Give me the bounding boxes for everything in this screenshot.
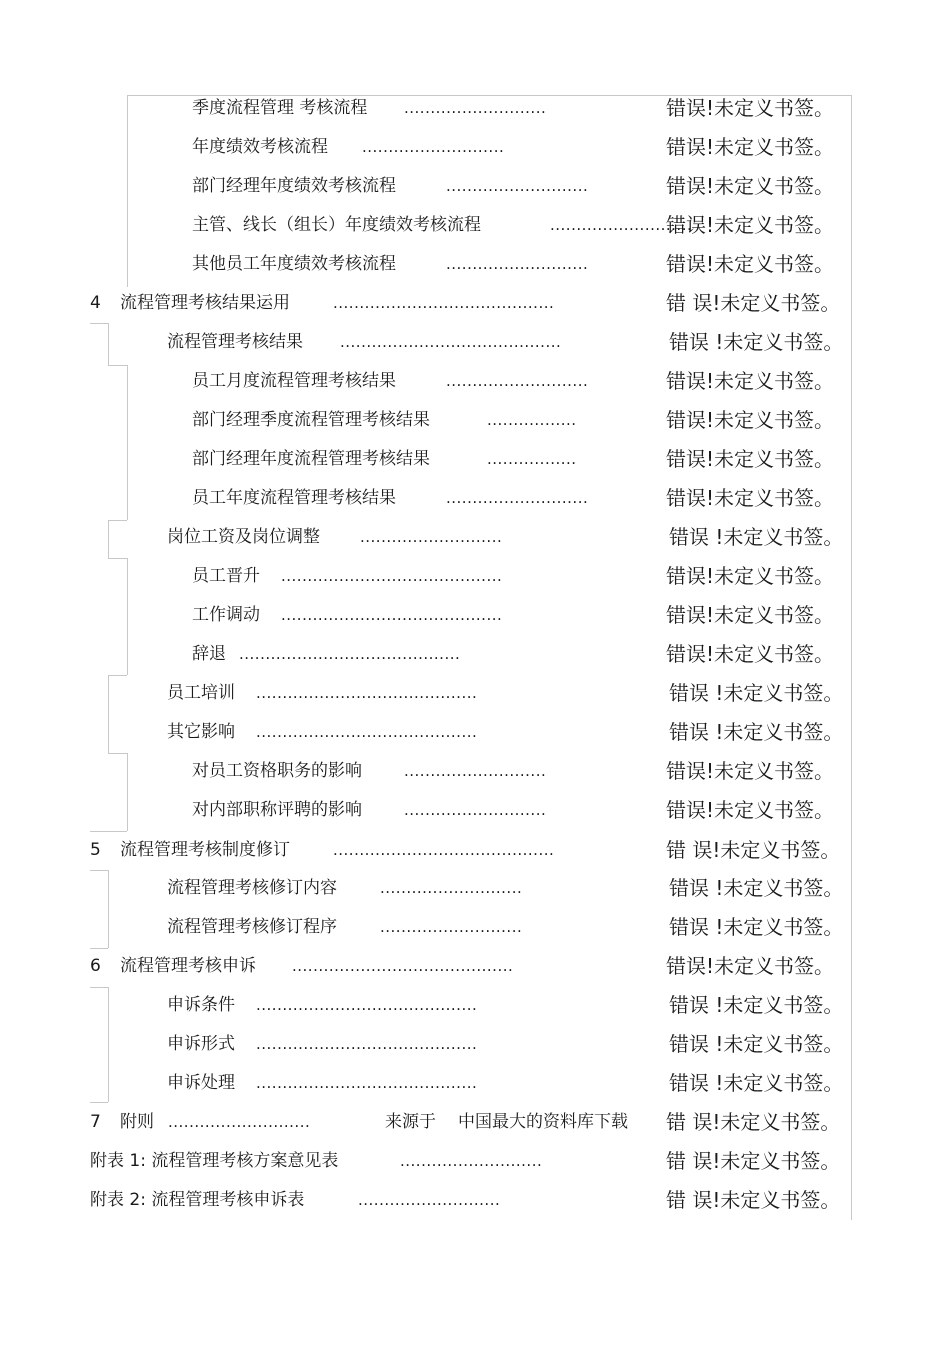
bracket-line [90,870,108,871]
toc-entry[interactable] [0,990,950,1020]
toc-entry-title: 附表 1: 流程管理考核方案意见表 [90,1151,339,1171]
toc-leader-dots: ........................... [380,879,523,897]
toc-page-ref: 错误 !未定义书签。 [669,876,844,900]
toc-leader-dots: ........................... [362,138,505,156]
toc-entry[interactable] [0,600,950,630]
toc-leader-dots: ................. [487,411,577,429]
toc-entry[interactable] [0,132,950,162]
toc-entry[interactable] [0,873,950,903]
toc-entry-title: 附则 [120,1112,154,1132]
toc-page-ref: 错误!未定义书签。 [666,408,835,432]
toc-leader-dots: ........................... [360,528,503,546]
toc-page-ref: 错误 !未定义书签。 [669,720,844,744]
toc-entry[interactable] [0,522,950,552]
toc-entry-title: 季度流程管理 考核流程 [192,98,368,118]
toc-leader-dots: ........................... [404,99,547,117]
toc-entry-title: 年度绩效考核流程 [192,137,328,157]
toc-page-ref: 错 误!未定义书签。 [666,838,841,862]
toc-entry[interactable] [0,405,950,435]
toc-entry-title: 辞退 [192,644,226,664]
toc-leader-dots: .......................................... [256,996,478,1014]
toc-entry-title: 岗位工资及岗位调整 [167,527,320,547]
toc-entry-title: 部门经理年度流程管理考核结果 [192,449,430,469]
toc-section-number: 6 [90,956,101,976]
toc-page-ref: 错 误!未定义书签。 [666,1110,841,1134]
toc-page-ref: 错误!未定义书签。 [666,135,835,159]
toc-entry[interactable] [0,1068,950,1098]
bracket-line [108,520,127,521]
toc-page-ref: 错误!未定义书签。 [666,798,835,822]
toc-leader-dots: ........................... [446,255,589,273]
watermark-source-text: 中国最大的资料库下载 [458,1112,628,1132]
toc-entry-title: 流程管理考核申诉 [120,956,256,976]
toc-page-ref: 错 误!未定义书签。 [666,1149,841,1173]
toc-page-ref: 错误!未定义书签。 [666,252,835,276]
toc-page-ref: 错误!未定义书签。 [666,954,835,978]
toc-entry[interactable] [0,756,950,786]
toc-entry-title: 对员工资格职务的影响 [192,761,362,781]
toc-entry[interactable] [0,561,950,591]
toc-entry-title: 流程管理考核制度修订 [120,840,290,860]
toc-entry-title: 其它影响 [167,722,235,742]
toc-page-ref: 错误 !未定义书签。 [669,915,844,939]
toc-leader-dots: .......................................... [333,294,555,312]
toc-entry[interactable] [0,717,950,747]
toc-page-ref: 错误!未定义书签。 [666,174,835,198]
toc-entry-title: 主管、线长（组长）年度绩效考核流程 [192,215,481,235]
toc-section-number: 4 [90,293,101,313]
toc-page-ref: 错误 !未定义书签。 [669,1032,844,1056]
toc-page-ref: 错误 !未定义书签。 [669,1071,844,1095]
toc-entry-title: 申诉形式 [167,1034,235,1054]
toc-entry-title: 申诉条件 [167,995,235,1015]
toc-entry-title: 员工年度流程管理考核结果 [192,488,396,508]
toc-page-ref: 错误!未定义书签。 [666,564,835,588]
toc-page-ref: 错误 !未定义书签。 [669,681,844,705]
toc-leader-dots: ........................... [404,762,547,780]
toc-entry-title: 流程管理考核修订内容 [167,878,337,898]
toc-entry[interactable] [0,327,950,357]
bracket-line [108,558,127,559]
toc-page-ref: 错误!未定义书签。 [666,603,835,627]
bracket-line [108,753,127,754]
toc-entry[interactable] [0,1029,950,1059]
toc-leader-dots: .......................................... [256,1074,478,1092]
bracket-line [90,831,127,832]
toc-leader-dots: .......................................... [333,841,555,859]
toc-entry[interactable] [0,444,950,474]
toc-entry[interactable] [0,639,950,669]
bracket-line [90,323,108,324]
toc-page-ref: 错 误!未定义书签。 [666,1188,841,1212]
toc-entry-title: 流程管理考核修订程序 [167,917,337,937]
toc-entry-title: 对内部职称评聘的影响 [192,800,362,820]
toc-page-ref: 错误!未定义书签。 [666,96,835,120]
toc-entry[interactable] [0,249,950,279]
toc-entry[interactable] [0,678,950,708]
toc-section-number: 5 [90,840,101,860]
toc-entry-title: 员工月度流程管理考核结果 [192,371,396,391]
toc-page-ref: 错误!未定义书签。 [666,486,835,510]
toc-entry-title: 其他员工年度绩效考核流程 [192,254,396,274]
toc-page-ref: 错误 !未定义书签。 [669,330,844,354]
toc-entry[interactable] [0,171,950,201]
toc-page-ref: 错误 !未定义书签。 [669,525,844,549]
toc-leader-dots: .......................................... [281,606,503,624]
toc-entry-title: 流程管理考核结果运用 [120,293,290,313]
bracket-line [108,675,127,676]
bracket-line [90,948,108,949]
toc-page-ref: 错误!未定义书签。 [666,213,835,237]
toc-entry[interactable] [0,366,950,396]
toc-page-ref: 错误!未定义书签。 [666,642,835,666]
toc-leader-dots: ........................... [446,489,589,507]
toc-leader-dots: ........................... [446,372,589,390]
toc-entry[interactable] [0,288,950,318]
toc-leader-dots: ........................... [400,1152,543,1170]
toc-leader-dots: .......................................... [281,567,503,585]
toc-leader-dots: .......................................... [239,645,461,663]
toc-entry[interactable] [0,912,950,942]
toc-entry[interactable] [0,795,950,825]
toc-entry-title: 工作调动 [192,605,260,625]
toc-leader-dots: ........................... [358,1191,501,1209]
toc-entry[interactable] [0,483,950,513]
toc-entry[interactable] [0,210,950,240]
toc-entry-title: 申诉处理 [167,1073,235,1093]
toc-entry[interactable] [0,835,950,865]
toc-page-ref: 错误!未定义书签。 [666,369,835,393]
bracket-line [90,987,108,988]
toc-leader-dots: ................. [487,450,577,468]
toc-leader-dots: ........................... [168,1113,311,1131]
toc-entry-title: 流程管理考核结果 [167,332,303,352]
toc-leader-dots: .......................................... [292,957,514,975]
toc-entry[interactable] [0,93,950,123]
toc-entry-title: 部门经理季度流程管理考核结果 [192,410,430,430]
toc-entry[interactable] [0,951,950,981]
toc-leader-dots: ........................... [380,918,523,936]
toc-entry[interactable] [0,1107,950,1137]
toc-entry[interactable] [0,1146,950,1176]
toc-entry-title: 员工晋升 [192,566,260,586]
toc-entry-title: 部门经理年度绩效考核流程 [192,176,396,196]
toc-entry[interactable] [0,1185,950,1215]
toc-page-ref: 错误 !未定义书签。 [669,993,844,1017]
toc-leader-dots: .......................................... [256,723,478,741]
toc-leader-dots: ........................... [550,216,693,234]
toc-section-number: 7 [90,1112,101,1132]
toc-page-ref: 错 误!未定义书签。 [666,291,841,315]
toc-entry-title: 附表 2: 流程管理考核申诉表 [90,1190,305,1210]
toc-leader-dots: ........................... [446,177,589,195]
watermark-source-prefix: 来源于 [385,1112,436,1132]
toc-leader-dots: ........................... [404,801,547,819]
bracket-line [90,1102,108,1103]
toc-leader-dots: .......................................... [256,1035,478,1053]
toc-entry-title: 员工培训 [167,683,235,703]
toc-page-ref: 错误!未定义书签。 [666,447,835,471]
toc-leader-dots: .......................................... [256,684,478,702]
toc-leader-dots: .......................................... [340,333,562,351]
toc-page-ref: 错误!未定义书签。 [666,759,835,783]
